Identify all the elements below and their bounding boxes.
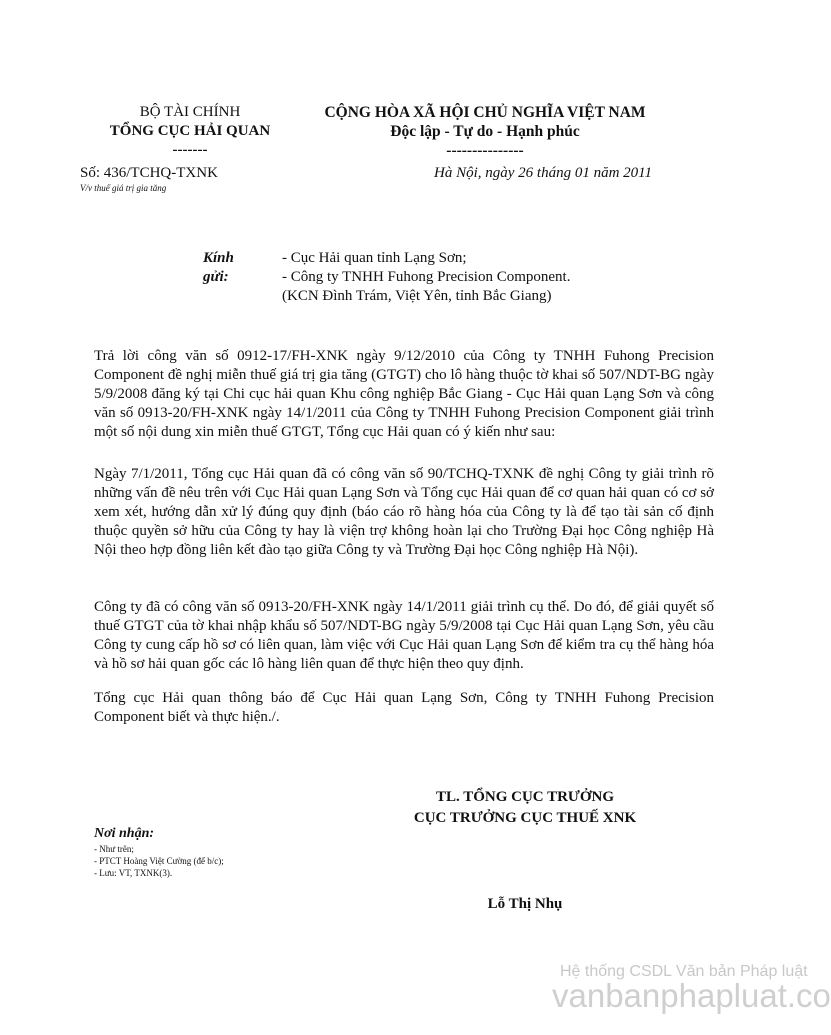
- national-motto: Độc lập - Tự do - Hạnh phúc: [390, 123, 580, 140]
- document-number: Số: 436/TCHQ-TXNK: [80, 165, 218, 181]
- distribution-title: Nơi nhận:: [94, 826, 155, 841]
- body-paragraph: Tổng cục Hải quan thông báo để Cục Hải quan Lạng Sơn, Công ty TNHH Fuhong Precision Component biết và thực hiện./.: [94, 690, 714, 725]
- signature-title: [380, 787, 670, 829]
- addressee-line: - Công ty TNHH Fuhong Precision Component.: [282, 269, 571, 285]
- distribution-list: [94, 843, 224, 879]
- watermark-site: vanbanphapluat.co: [552, 977, 831, 1014]
- signature-title-line: TL. TỔNG CỤC TRƯỞNG: [435, 789, 615, 805]
- signature-title-line: CỤC TRƯỞNG CỤC THUẾ XNK: [413, 810, 637, 826]
- watermark-caption: Hệ thống CSDL Văn bản Pháp luật: [560, 963, 808, 980]
- body-paragraph: Công ty đã có công văn số 0913-20/FH-XNK ngày 14/1/2011 giải trình cụ thể. Do đó, để giải quyết số thuế GTGT của tờ khai nhập khẩu số 507/NDT-BG ngày 5/9/2008 tại Cục Hải quan Lạng Sơn, yêu cầu Công ty cung cấp hồ sơ có liên quan, làm việc với Cục Hải quan Lạng Sơn để kiểm tra cụ thể hàng hóa và hồ sơ hải quan gốc các lô hàng liên quan để thực hiện theo quy định.: [94, 599, 714, 672]
- addressee-list: [282, 249, 570, 306]
- motto-underline: ---------------: [446, 142, 524, 159]
- addressee-line: (KCN Đình Trám, Việt Yên, tỉnh Bắc Giang): [282, 288, 552, 304]
- distribution-item: - Lưu: VT, TXNK(3).: [94, 868, 173, 878]
- issuing-agency-block: [80, 103, 300, 160]
- distribution-item: - PTCT Hoàng Việt Cường (để b/c);: [94, 856, 224, 866]
- document-subject: V/v thuế giá trị gia tăng: [80, 183, 167, 193]
- body-paragraph: Trả lời công văn số 0912-17/FH-XNK ngày 9/12/2010 của Công ty TNHH Fuhong Precision Component đề nghị miễn thuế giá trị gia tăng (GTGT) cho lô hàng thuộc tờ khai số 507/NDT-BG ngày 5/9/2008 đăng ký tại Chi cục hải quan Khu công nghiệp Bắc Giang - Cục Hải quan Lạng Sơn và công văn số 0913-20/FH-XNK ngày 14/1/2011 của Công ty TNHH Fuhong Precision Component giải trình một số nội dung xin miễn thuế GTGT, Tổng cục Hải quan có ý kiến như sau:: [94, 348, 714, 440]
- addressee-label: Kính gửi:: [203, 250, 234, 285]
- country-name: CỘNG HÒA XÃ HỘI CHỦ NGHĨA VIỆT NAM: [324, 104, 646, 121]
- agency-underline: -------: [172, 142, 208, 158]
- signer-name: Lỗ Thị Nhụ: [487, 896, 563, 912]
- addressee-line: - Cục Hải quan tỉnh Lạng Sơn;: [282, 250, 467, 266]
- ministry-name: BỘ TÀI CHÍNH: [139, 104, 241, 120]
- body-paragraph: Ngày 7/1/2011, Tổng cục Hải quan đã có công văn số 90/TCHQ-TXNK đề nghị Công ty giải trình rõ những vấn đề nêu trên với Cục Hải quan Lạng Sơn và Tổng cục Hải quan để cơ quan hải quan có cơ sở xem xét, hướng dẫn xử lý đúng quy định (báo cáo rõ hàng hóa của Công ty là để tạo tài sản cố định thuộc quyền sở hữu của Công ty hay là viện trợ không hoàn lại cho Trường Đại học Công nghiệp Hà Nội theo hợp đồng liên kết đào tạo giữa Công ty và Trường Đại học Công nghiệp Hà Nội).: [94, 466, 714, 558]
- distribution-item: - Như trên;: [94, 844, 134, 854]
- place-and-date: Hà Nội, ngày 26 tháng 01 năm 2011: [434, 165, 653, 181]
- national-title-block: [300, 103, 670, 160]
- agency-name: TỔNG CỤC HẢI QUAN: [109, 123, 271, 139]
